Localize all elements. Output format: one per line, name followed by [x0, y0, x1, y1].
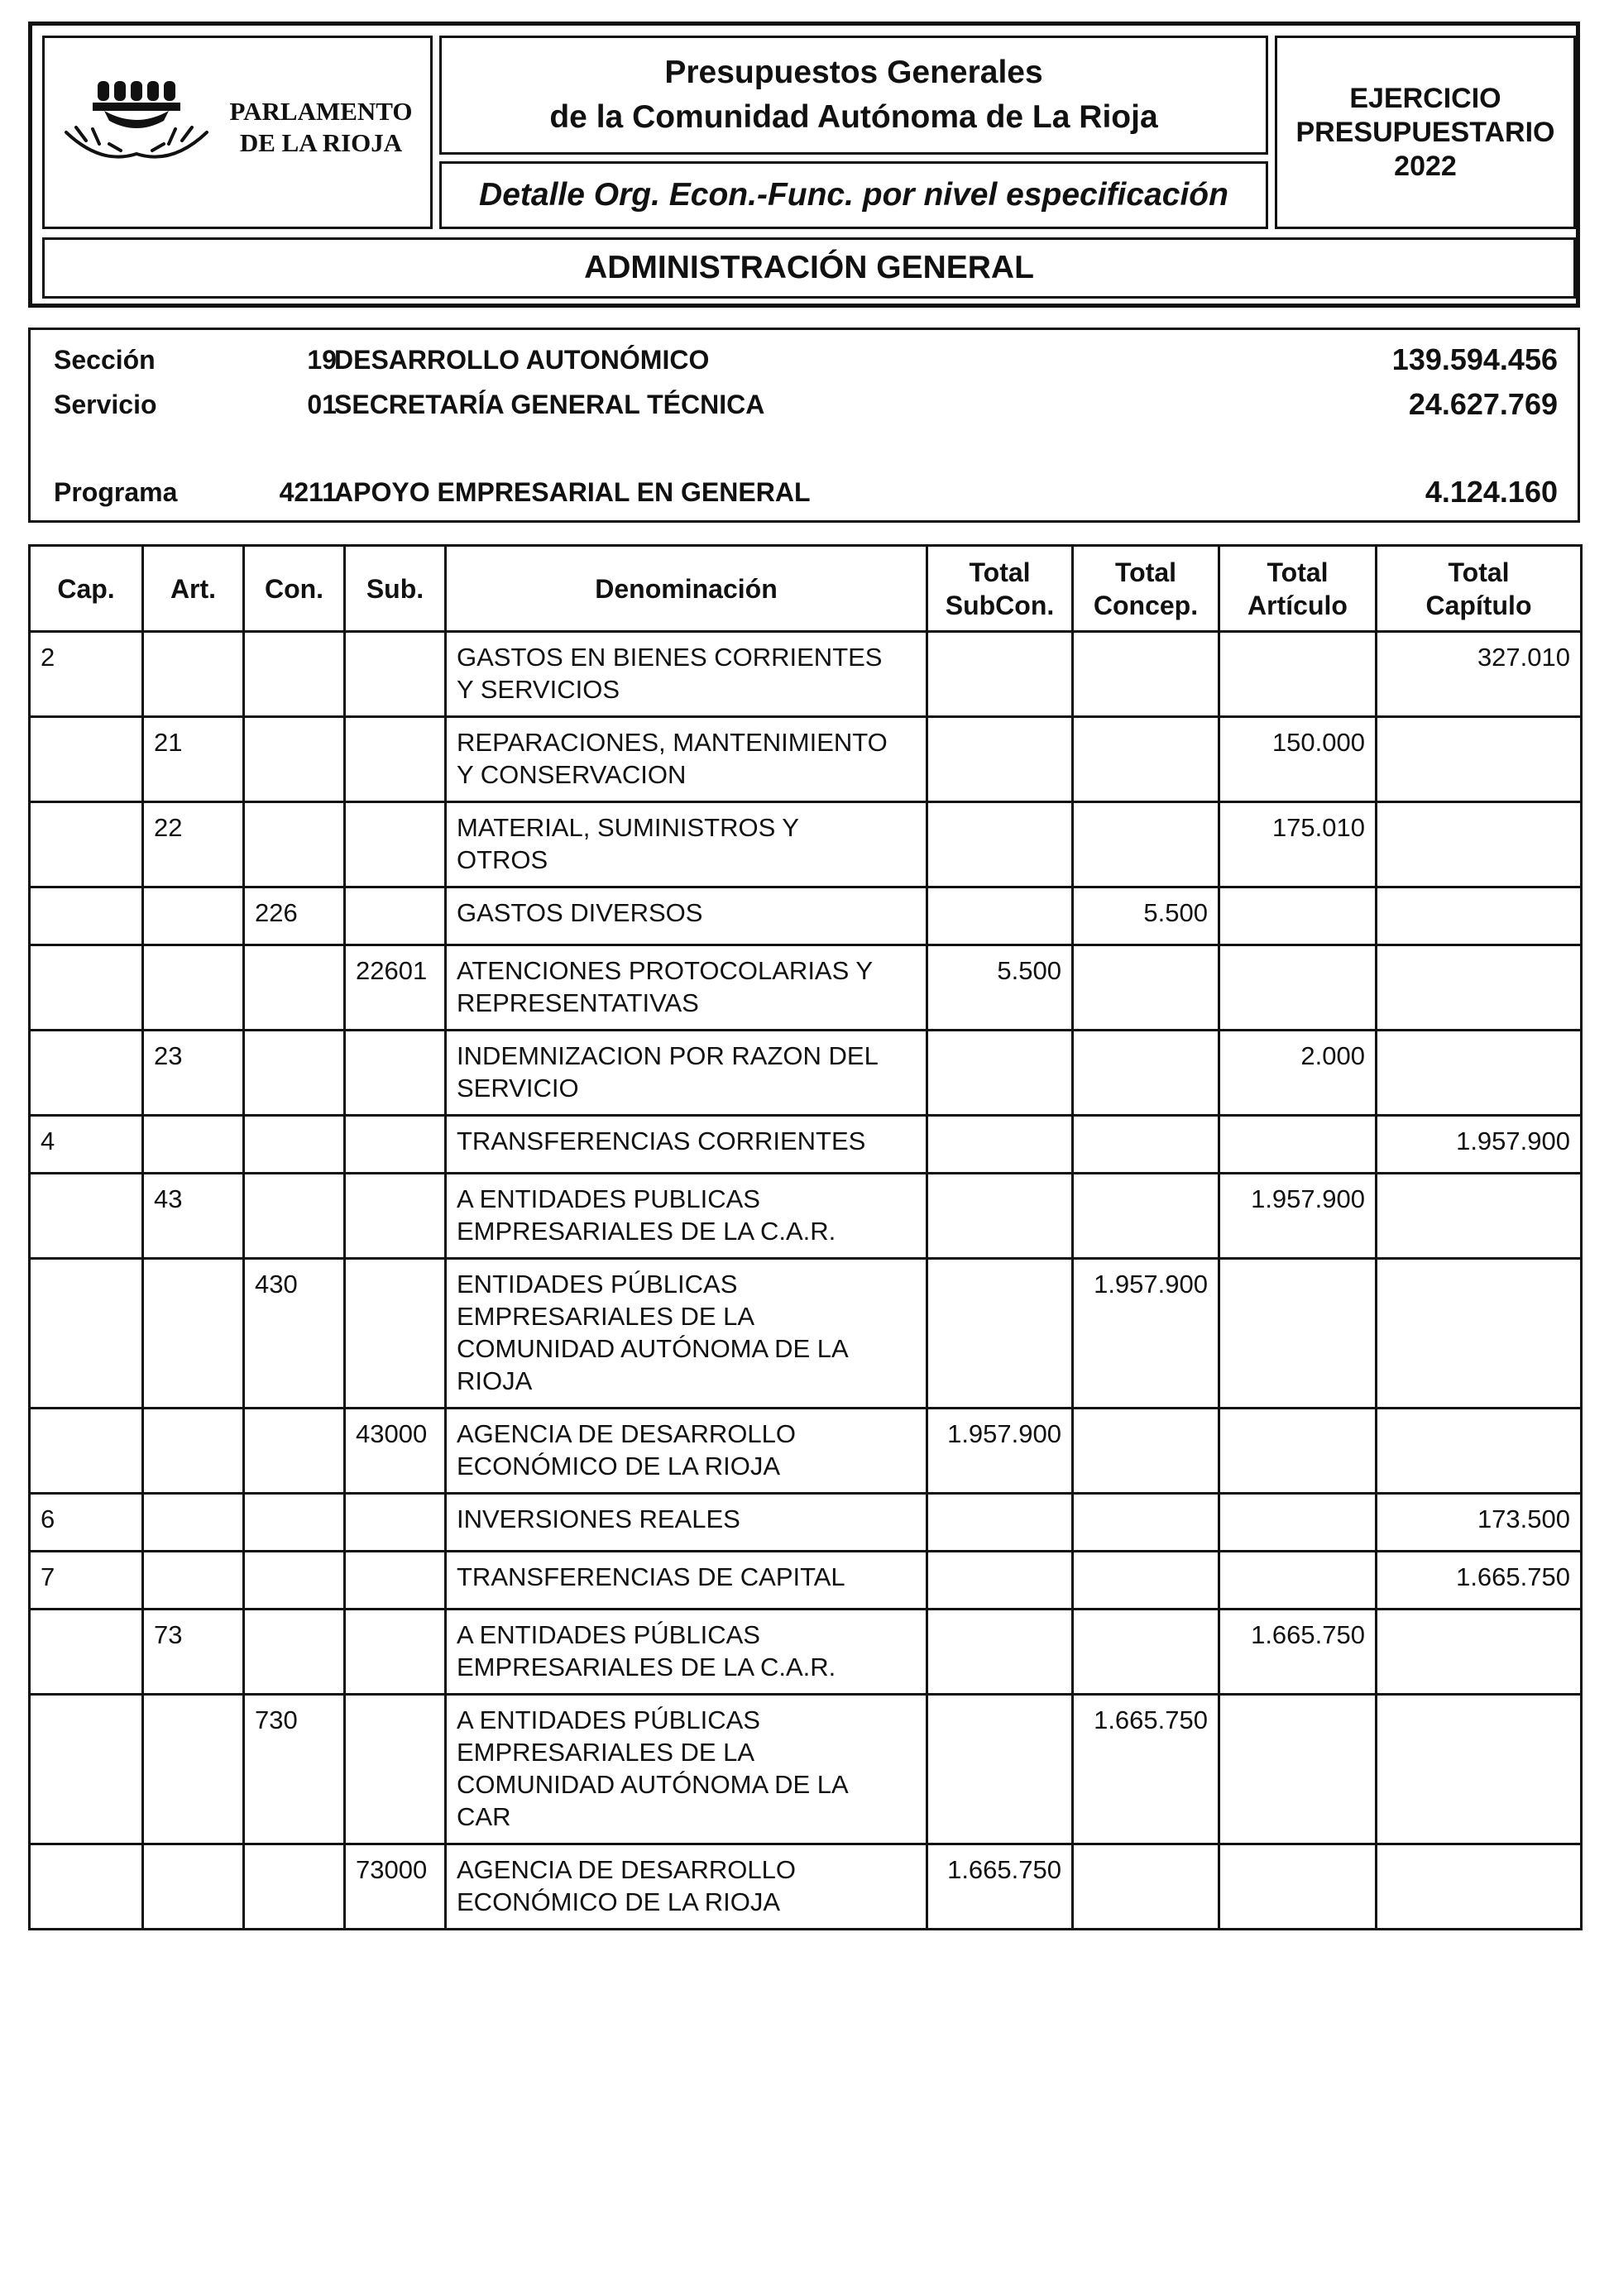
- cell-art: [143, 887, 244, 945]
- cell-total-articulo: [1219, 1116, 1377, 1174]
- den-line: GASTOS DIVERSOS: [457, 898, 703, 927]
- cell-total-concep: 1.957.900: [1073, 1259, 1219, 1409]
- table-row: [30, 945, 1582, 1031]
- info-name: SECRETARÍA GENERAL TÉCNICA: [334, 390, 765, 419]
- cell-total-concep: [1073, 1174, 1219, 1259]
- cell-denominacion: [446, 632, 927, 717]
- cell-sub: [345, 887, 446, 945]
- cell-art: 73: [143, 1610, 244, 1695]
- cell-art: 43: [143, 1174, 244, 1259]
- header-line: SubCon.: [945, 590, 1055, 620]
- den-line: TRANSFERENCIAS CORRIENTES: [457, 1126, 866, 1155]
- table-row: [30, 1552, 1582, 1610]
- cell-total-articulo: [1219, 1259, 1377, 1409]
- cell-total-capitulo: [1377, 1844, 1582, 1930]
- table-row: [30, 1494, 1582, 1552]
- cell-total-concep: [1073, 1844, 1219, 1930]
- cell-sub: [345, 1610, 446, 1695]
- cell-con: [244, 945, 345, 1031]
- den-line: EMPRESARIALES DE LA C.A.R.: [457, 1653, 836, 1681]
- cell-total-capitulo: [1377, 1695, 1582, 1844]
- cell-sub: 73000: [345, 1844, 446, 1930]
- den-line: AGENCIA DE DESARROLLO: [457, 1419, 797, 1448]
- cell-denominacion: [446, 1610, 927, 1695]
- cell-total-articulo: [1219, 1695, 1377, 1844]
- cell-total-capitulo: [1377, 802, 1582, 887]
- table-row: [30, 802, 1582, 887]
- document-header: [28, 22, 1580, 308]
- cell-total-articulo: [1219, 1844, 1377, 1930]
- cell-sub: [345, 1116, 446, 1174]
- cell-total-capitulo: 327.010: [1377, 632, 1582, 717]
- cell-art: [143, 1695, 244, 1844]
- cell-art: [143, 1552, 244, 1610]
- header-line: Artículo: [1247, 590, 1348, 620]
- header-line: Total: [969, 557, 1031, 587]
- cell-art: [143, 1494, 244, 1552]
- info-row-programa: [31, 476, 1578, 509]
- cell-total-subcon: [927, 1259, 1073, 1409]
- cell-art: [143, 1116, 244, 1174]
- cell-art: 23: [143, 1031, 244, 1116]
- logo-box: [42, 36, 433, 229]
- cell-sub: 43000: [345, 1409, 446, 1494]
- cell-denominacion: [446, 1174, 927, 1259]
- den-line: Y CONSERVACION: [457, 760, 687, 789]
- cell-sub: [345, 717, 446, 802]
- cell-cap: 4: [30, 1116, 143, 1174]
- den-line: COMUNIDAD AUTÓNOMA DE LA: [457, 1334, 849, 1363]
- cell-sub: [345, 1259, 446, 1409]
- den-line: Y SERVICIOS: [457, 675, 620, 704]
- info-label: Programa: [54, 477, 178, 507]
- info-name: APOYO EMPRESARIAL EN GENERAL: [334, 477, 811, 507]
- den-line: EMPRESARIALES DE LA: [457, 1302, 755, 1331]
- col-total-subcon-header: [927, 546, 1073, 632]
- info-name: DESARROLLO AUTONÓMICO: [334, 345, 710, 375]
- cell-total-capitulo: [1377, 1610, 1582, 1695]
- info-amount: 139.594.456: [1391, 342, 1558, 376]
- parliament-name-line1: PARLAMENTO: [229, 97, 413, 126]
- den-line: REPARACIONES, MANTENIMIENTO: [457, 728, 888, 757]
- cell-total-subcon: [927, 1552, 1073, 1610]
- cell-denominacion: [446, 1116, 927, 1174]
- cell-sub: 22601: [345, 945, 446, 1031]
- cell-total-capitulo: [1377, 1259, 1582, 1409]
- den-line: AGENCIA DE DESARROLLO: [457, 1855, 797, 1884]
- den-line: INDEMNIZACION POR RAZON DEL: [457, 1041, 879, 1070]
- cell-cap: 2: [30, 632, 143, 717]
- cell-total-concep: [1073, 632, 1219, 717]
- cell-denominacion: [446, 945, 927, 1031]
- cell-total-concep: [1073, 1031, 1219, 1116]
- table-row: [30, 1259, 1582, 1409]
- cell-art: [143, 1844, 244, 1930]
- table-row: [30, 632, 1582, 717]
- cell-art: [143, 945, 244, 1031]
- table-row: [30, 717, 1582, 802]
- parliament-logo-icon: [60, 74, 208, 174]
- cell-total-subcon: [927, 717, 1073, 802]
- cell-denominacion: [446, 1494, 927, 1552]
- cell-total-concep: [1073, 717, 1219, 802]
- cell-total-concep: [1073, 945, 1219, 1031]
- cell-total-concep: [1073, 802, 1219, 887]
- cell-sub: [345, 1494, 446, 1552]
- col-total-articulo-header: [1219, 546, 1377, 632]
- col-den-header: Denominación: [446, 546, 927, 632]
- cell-total-subcon: [927, 1174, 1073, 1259]
- cell-art: [143, 1259, 244, 1409]
- table-row: [30, 1610, 1582, 1695]
- cell-total-capitulo: [1377, 1031, 1582, 1116]
- cell-cap: [30, 887, 143, 945]
- cell-cap: [30, 1174, 143, 1259]
- den-line: A ENTIDADES PUBLICAS: [457, 1184, 760, 1213]
- cell-total-concep: 1.665.750: [1073, 1695, 1219, 1844]
- header-line: Total: [1267, 557, 1329, 587]
- den-line: REPRESENTATIVAS: [457, 988, 699, 1017]
- den-line: MATERIAL, SUMINISTROS Y: [457, 813, 799, 842]
- cell-total-subcon: [927, 887, 1073, 945]
- cell-cap: 6: [30, 1494, 143, 1552]
- exercise-line2: PRESUPUESTARIO: [1295, 116, 1555, 148]
- cell-sub: [345, 1552, 446, 1610]
- administration-title: ADMINISTRACIÓN GENERAL: [42, 237, 1576, 299]
- header-line: Total: [1448, 557, 1510, 587]
- den-line: ECONÓMICO DE LA RIOJA: [457, 1887, 781, 1916]
- cell-total-articulo: [1219, 945, 1377, 1031]
- cell-total-articulo: 150.000: [1219, 717, 1377, 802]
- cell-total-capitulo: 1.665.750: [1377, 1552, 1582, 1610]
- cell-total-capitulo: 1.957.900: [1377, 1116, 1582, 1174]
- table-row: [30, 1695, 1582, 1844]
- den-line: SERVICIO: [457, 1074, 579, 1103]
- den-line: ATENCIONES PROTOCOLARIAS Y: [457, 956, 874, 985]
- cell-denominacion: [446, 1695, 927, 1844]
- cell-denominacion: [446, 1031, 927, 1116]
- cell-cap: [30, 1695, 143, 1844]
- document-subtitle: Detalle Org. Econ.-Func. por nivel especificación: [439, 161, 1268, 229]
- col-con-header: Con.: [244, 546, 345, 632]
- den-line: COMUNIDAD AUTÓNOMA DE LA: [457, 1770, 849, 1799]
- den-line: RIOJA: [457, 1366, 533, 1395]
- den-line: TRANSFERENCIAS DE CAPITAL: [457, 1562, 845, 1591]
- col-cap-header: Cap.: [30, 546, 143, 632]
- cell-total-articulo: 1.957.900: [1219, 1174, 1377, 1259]
- document-title: [439, 36, 1268, 155]
- info-code: 01: [307, 390, 337, 419]
- cell-total-subcon: 1.665.750: [927, 1844, 1073, 1930]
- table-row: [30, 1844, 1582, 1930]
- den-line: EMPRESARIALES DE LA: [457, 1738, 755, 1767]
- den-line: ECONÓMICO DE LA RIOJA: [457, 1452, 781, 1480]
- cell-denominacion: [446, 717, 927, 802]
- den-line: OTROS: [457, 845, 548, 874]
- info-label: Servicio: [54, 390, 157, 419]
- cell-con: 730: [244, 1695, 345, 1844]
- cell-total-concep: 5.500: [1073, 887, 1219, 945]
- cell-total-concep: [1073, 1494, 1219, 1552]
- cell-total-capitulo: [1377, 887, 1582, 945]
- col-sub-header: Sub.: [345, 546, 446, 632]
- cell-con: 430: [244, 1259, 345, 1409]
- den-line: A ENTIDADES PÚBLICAS: [457, 1620, 760, 1649]
- cell-total-subcon: [927, 1695, 1073, 1844]
- cell-cap: [30, 1844, 143, 1930]
- header-line: Concep.: [1093, 590, 1199, 620]
- cell-sub: [345, 632, 446, 717]
- parliament-name-line2: DE LA RIOJA: [239, 128, 403, 157]
- cell-cap: [30, 1409, 143, 1494]
- den-line: A ENTIDADES PÚBLICAS: [457, 1705, 760, 1734]
- col-art-header: Art.: [143, 546, 244, 632]
- cell-total-capitulo: [1377, 1174, 1582, 1259]
- cell-cap: 7: [30, 1552, 143, 1610]
- cell-con: [244, 1031, 345, 1116]
- cell-art: 21: [143, 717, 244, 802]
- cell-denominacion: [446, 887, 927, 945]
- info-label: Sección: [54, 345, 156, 375]
- cell-total-articulo: [1219, 887, 1377, 945]
- col-total-capitulo-header: [1377, 546, 1582, 632]
- cell-total-concep: [1073, 1552, 1219, 1610]
- title-line2: de la Comunidad Autónoma de La Rioja: [549, 99, 1158, 135]
- exercise-year: 2022: [1394, 150, 1457, 182]
- cell-con: [244, 717, 345, 802]
- cell-con: [244, 1116, 345, 1174]
- cell-cap: [30, 1610, 143, 1695]
- cell-art: [143, 1409, 244, 1494]
- exercise-box: [1275, 36, 1576, 229]
- cell-total-concep: [1073, 1116, 1219, 1174]
- cell-total-subcon: [927, 632, 1073, 717]
- info-amount: 24.627.769: [1408, 387, 1558, 421]
- table-row: [30, 1116, 1582, 1174]
- info-amount: 4.124.160: [1425, 475, 1558, 509]
- cell-sub: [345, 1174, 446, 1259]
- col-total-concep-header: [1073, 546, 1219, 632]
- cell-total-articulo: 2.000: [1219, 1031, 1377, 1116]
- cell-total-subcon: 1.957.900: [927, 1409, 1073, 1494]
- cell-total-articulo: [1219, 1552, 1377, 1610]
- cell-con: [244, 1610, 345, 1695]
- cell-total-capitulo: [1377, 945, 1582, 1031]
- cell-total-articulo: 1.665.750: [1219, 1610, 1377, 1695]
- cell-total-articulo: [1219, 632, 1377, 717]
- exercise-line1: EJERCICIO: [1349, 82, 1501, 114]
- cell-total-subcon: [927, 1116, 1073, 1174]
- den-line: EMPRESARIALES DE LA C.A.R.: [457, 1217, 836, 1246]
- table-row: [30, 1409, 1582, 1494]
- cell-total-capitulo: [1377, 717, 1582, 802]
- den-line: CAR: [457, 1802, 511, 1831]
- info-code: 4211: [279, 477, 337, 507]
- cell-con: [244, 802, 345, 887]
- table-header-row: [30, 546, 1582, 632]
- cell-con: [244, 1844, 345, 1930]
- cell-total-capitulo: [1377, 1409, 1582, 1494]
- cell-con: [244, 632, 345, 717]
- cell-cap: [30, 1031, 143, 1116]
- parliament-name: [213, 96, 429, 159]
- cell-sub: [345, 1695, 446, 1844]
- table-row: [30, 1174, 1582, 1259]
- cell-cap: [30, 802, 143, 887]
- info-row-servicio: [31, 388, 1578, 421]
- cell-denominacion: [446, 1409, 927, 1494]
- den-line: GASTOS EN BIENES CORRIENTES: [457, 643, 883, 672]
- cell-con: [244, 1552, 345, 1610]
- info-code: 19: [307, 345, 337, 375]
- cell-con: [244, 1494, 345, 1552]
- title-line1: Presupuestos Generales: [664, 55, 1043, 90]
- cell-denominacion: [446, 1844, 927, 1930]
- cell-sub: [345, 802, 446, 887]
- cell-sub: [345, 1031, 446, 1116]
- section-info: [28, 328, 1580, 523]
- cell-denominacion: [446, 1552, 927, 1610]
- cell-cap: [30, 717, 143, 802]
- info-row-seccion: [31, 343, 1578, 376]
- cell-total-subcon: 5.500: [927, 945, 1073, 1031]
- den-line: ENTIDADES PÚBLICAS: [457, 1270, 738, 1299]
- cell-denominacion: [446, 802, 927, 887]
- cell-art: 22: [143, 802, 244, 887]
- cell-total-articulo: 175.010: [1219, 802, 1377, 887]
- cell-art: [143, 632, 244, 717]
- cell-total-concep: [1073, 1610, 1219, 1695]
- den-line: INVERSIONES REALES: [457, 1504, 740, 1533]
- table-row: [30, 887, 1582, 945]
- cell-denominacion: [446, 1259, 927, 1409]
- cell-total-subcon: [927, 1031, 1073, 1116]
- cell-con: [244, 1409, 345, 1494]
- cell-total-subcon: [927, 802, 1073, 887]
- cell-con: 226: [244, 887, 345, 945]
- cell-total-capitulo: 173.500: [1377, 1494, 1582, 1552]
- cell-total-articulo: [1219, 1409, 1377, 1494]
- cell-total-subcon: [927, 1494, 1073, 1552]
- header-line: Capítulo: [1425, 590, 1532, 620]
- budget-table: [28, 544, 1583, 1930]
- cell-total-subcon: [927, 1610, 1073, 1695]
- table-body: [30, 632, 1582, 1930]
- cell-cap: [30, 1259, 143, 1409]
- table-row: [30, 1031, 1582, 1116]
- cell-total-articulo: [1219, 1494, 1377, 1552]
- cell-total-concep: [1073, 1409, 1219, 1494]
- cell-cap: [30, 945, 143, 1031]
- header-line: Total: [1114, 557, 1177, 587]
- cell-con: [244, 1174, 345, 1259]
